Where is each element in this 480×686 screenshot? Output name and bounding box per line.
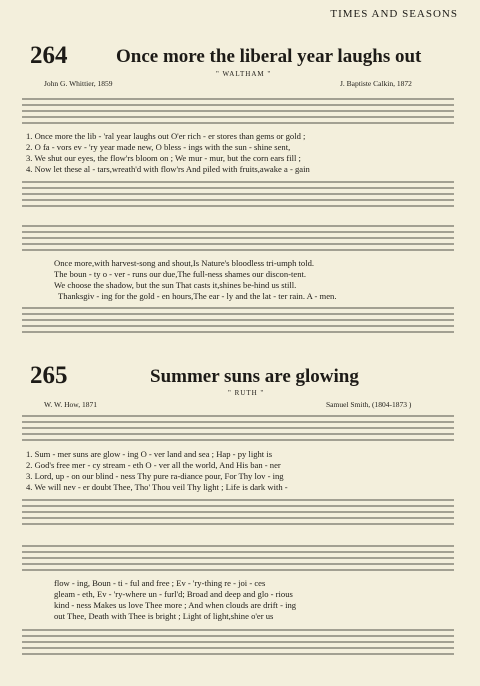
lyric-line: We choose the shadow, but the sun That casts it,shines be-hind us still. (54, 280, 297, 290)
bass-staff-4 (22, 626, 460, 662)
tune-name: " WALTHAM " (216, 70, 272, 78)
author-credit: John G. Whittier, 1859 (44, 79, 113, 88)
lyric-line: out Thee, Death with Thee is bright ; Light of light,shine o'er us (54, 611, 274, 621)
lyric-line: 1. Once more the lib - 'ral year laughs out O'er rich - er stores than gems or gold ; (26, 131, 306, 141)
author-credit: W. W. How, 1871 (44, 400, 97, 409)
treble-staff-3 (22, 412, 460, 448)
bass-staff-3 (22, 496, 460, 532)
lyric-line: flow - ing, Boun - ti - ful and free ; Ev - 'ry-thing re - joi - ces (54, 578, 266, 588)
composer-credit: Samuel Smith, (1804-1873 ) (326, 400, 412, 409)
composer-credit: J. Baptiste Calkin, 1872 (340, 79, 412, 88)
treble-staff-1 (22, 95, 460, 131)
hymn-title: Once more the liberal year laughs out (116, 46, 422, 67)
lyric-line: gleam - eth, Ev - 'ry-where un - furl'd; Broad and deep and glo - rious (54, 589, 293, 599)
hymn-title: Summer suns are glowing (150, 366, 359, 387)
lyric-line: 4. Now let these al - tars,wreath'd with flow'rs And piled with fruits,awake a - gain (26, 164, 310, 174)
treble-staff-4 (22, 542, 460, 578)
hymn-number: 265 (30, 362, 68, 389)
bass-staff-1 (22, 178, 460, 214)
lyric-line: kind - ness Makes us love Thee more ; And when clouds are drift - ing (54, 600, 297, 610)
lyric-line: Thanksgiv - ing for the gold - en hours,The ear - ly and the lat - ter rain. A - men. (58, 291, 337, 301)
lyric-line: The boun - ty o - ver - runs our due,The full-ness shames our discon-tent. (54, 269, 307, 279)
hymn-number: 264 (30, 42, 68, 69)
lyric-line: 4. We will nev - er doubt Thee, Tho' Thou veil Thy light ; Life is dark with - (26, 482, 288, 492)
tune-name: " RUTH " (228, 389, 265, 397)
lyric-line: 3. We shut our eyes, the flow'rs bloom on ; We mur - mur, but the corn ears fill ; (26, 153, 301, 163)
lyric-line: 2. God's free mer - cy stream - eth O - ver all the world, And His ban - ner (26, 460, 281, 470)
bass-staff-2 (22, 304, 460, 340)
lyric-line: 1. Sum - mer suns are glow - ing O - ver land and sea ; Hap - py light is (26, 449, 273, 459)
section-heading: TIMES AND SEASONS (330, 8, 458, 20)
lyric-line: 2. O fa - vors ev - 'ry year made new, O bless - ings with the sun - shine sent, (26, 142, 291, 152)
lyric-line: Once more,with harvest-song and shout,Is Nature's bloodless tri-umph told. (54, 258, 315, 268)
lyric-line: 3. Lord, up - on our blind - ness Thy pure ra-diance pour, For Thy lov - ing (26, 471, 284, 481)
treble-staff-2 (22, 222, 460, 258)
